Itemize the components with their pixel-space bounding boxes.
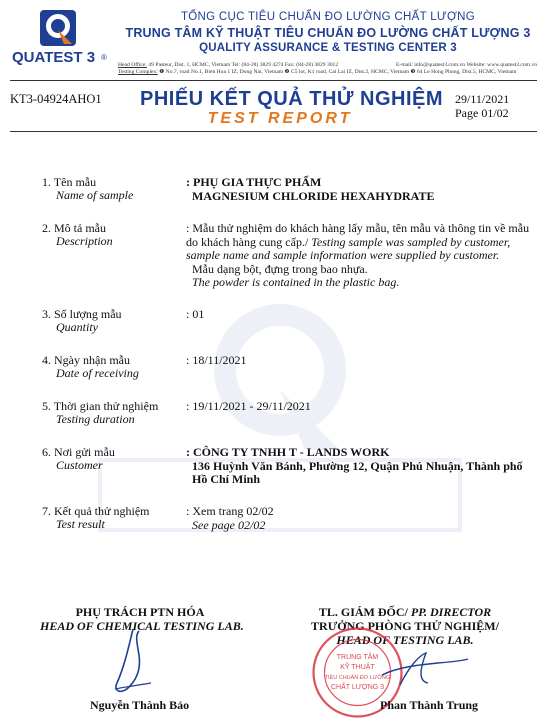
description-vi: : Mẫu thử nghiệm do khách hàng lấy mẫu, tên mẫu và thông tin về mẫu do khách hàng cung cấp./	[186, 221, 530, 249]
right-signatory-title	[300, 605, 510, 620]
right-signature	[380, 645, 470, 695]
agency-name: TỔNG CỤC TIÊU CHUẨN ĐO LƯỜNG CHẤT LƯỢNG	[180, 11, 476, 23]
head-office-address	[118, 62, 537, 68]
sample-name-line2: MAGNESIUM CHLORIDE HEXAHYDRATE	[192, 188, 435, 203]
right-signatory-title-3: HEAD OF TESTING LAB.	[336, 633, 474, 647]
field-label-en: Date of receiving	[56, 366, 139, 380]
contact-info: E-mail: info@quatest3.com.vn Website: www.quatest3.com.vn	[396, 62, 537, 68]
field-label-vi: 3. Số lượng mẫu	[42, 307, 122, 321]
center-name-vi: TRUNG TÂM KỸ THUẬT TIÊU CHUẨN ĐO LƯỜNG CHẤT LƯỢNG 3	[125, 26, 531, 40]
report-title-en: TEST REPORT	[207, 110, 353, 127]
quatest3-logo	[10, 8, 120, 66]
report-title-vi: PHIẾU KẾT QUẢ THỬ NGHIỆM	[140, 88, 444, 110]
field-value: : 19/11/2021 - 29/11/2021	[186, 399, 311, 413]
field-label-en: Description	[56, 234, 113, 248]
right-title-vi: TL. GIÁM ĐỐC/	[318, 605, 408, 619]
testing-complex-label: Testing Complex:	[118, 69, 158, 75]
stamp-line-1: TRUNG TÂM	[336, 654, 379, 661]
field-label-en: Name of sample	[56, 188, 134, 202]
right-title-en: PP. DIRECTOR	[407, 605, 492, 619]
field-label-vi: 5. Thời gian thử nghiệm	[42, 399, 159, 413]
field-label-en: Customer	[56, 458, 103, 472]
field-value	[186, 505, 536, 532]
customer-name: : CÔNG TY TNHH T - LANDS WORK	[186, 445, 390, 459]
svg-text:®: ®	[101, 53, 107, 62]
field-value	[186, 176, 536, 203]
testing-complex-address	[118, 69, 517, 75]
logo-text: QUATEST 3	[12, 49, 96, 66]
description-en: Testing sample was sampled by customer, sample name and sample information were supplied by customer.	[186, 234, 511, 262]
field-label-en: Quantity	[56, 320, 98, 334]
field-value	[186, 222, 536, 290]
field-label-en: Test result	[56, 517, 105, 531]
right-signatory-title-2: TRƯỞNG PHÒNG THỬ NGHIỆM/	[311, 619, 499, 633]
test-result-vi: : Xem trang 02/02	[186, 504, 274, 518]
customer-address: 136 Huỳnh Văn Bánh, Phường 12, Quận Phú Nhuận, Thành phố Hồ Chí Minh	[192, 458, 523, 486]
left-signatory-title-en: HEAD OF CHEMICAL TESTING LAB.	[40, 619, 244, 633]
head-office-label: Head Office:	[118, 62, 147, 68]
description-vi-2: Mẫu dạng bột, đựng trong bao nhựa.	[192, 261, 368, 276]
field-value: : 18/11/2021	[186, 353, 247, 367]
field-label-vi: 6. Nơi gửi mẫu	[42, 445, 115, 459]
stamp-line-4: CHẤT LƯỢNG 3	[330, 684, 385, 691]
field-label-vi: 4. Ngày nhận mẫu	[42, 353, 130, 367]
head-office-text: 49 Pasteur, Dist. 1, HCMC, Vietnam Tel: (84-28) 3829 4274 Fax: (84-28) 3829 3012	[148, 62, 339, 68]
left-signatory-title-vi: PHỤ TRÁCH PTN HÓA	[75, 605, 205, 619]
stamp-line-2: KỸ THUẬT	[340, 664, 375, 671]
center-name-en: QUALITY ASSURANCE & TESTING CENTER 3	[199, 42, 457, 54]
header-divider	[10, 80, 537, 81]
field-value: : 01	[186, 307, 205, 321]
sample-name-line1: : PHỤ GIA THỰC PHẨM	[186, 175, 322, 189]
title-divider	[10, 131, 537, 132]
testing-complex-text: ❶ No.7, road No.1, Bien Hoa 1 IZ, Dong Nai, Vietnam ❷ C5 lot, K1 road, Cat Lai IZ, Dist.2, HCMC, Vietnam ❸ 64 Le Hong Phong, Dist.5, HCMC, Vietnam	[159, 69, 517, 75]
left-signature	[95, 625, 175, 700]
report-date: 29/11/2021	[455, 92, 510, 106]
stamp-line-3: TIÊU CHUẨN ĐO LƯỜNG	[324, 675, 391, 681]
field-label-vi: 2. Mô tả mẫu	[42, 221, 106, 235]
field-label-vi: 7. Kết quả thử nghiệm	[42, 504, 150, 518]
field-label-en: Testing duration	[56, 412, 135, 426]
report-number: KT3-04924AHO1	[10, 92, 102, 106]
field-label-vi: 1. Tên mẫu	[42, 175, 97, 189]
description-en-2: The powder is contained in the plastic bag.	[192, 275, 400, 289]
right-signer-name: Phan Thành Trung	[380, 698, 479, 712]
field-value	[186, 446, 536, 487]
report-page: Page 01/02	[455, 106, 509, 120]
left-signer-name: Nguyễn Thành Bảo	[90, 698, 190, 712]
test-result-en: See page 02/02	[192, 517, 266, 532]
